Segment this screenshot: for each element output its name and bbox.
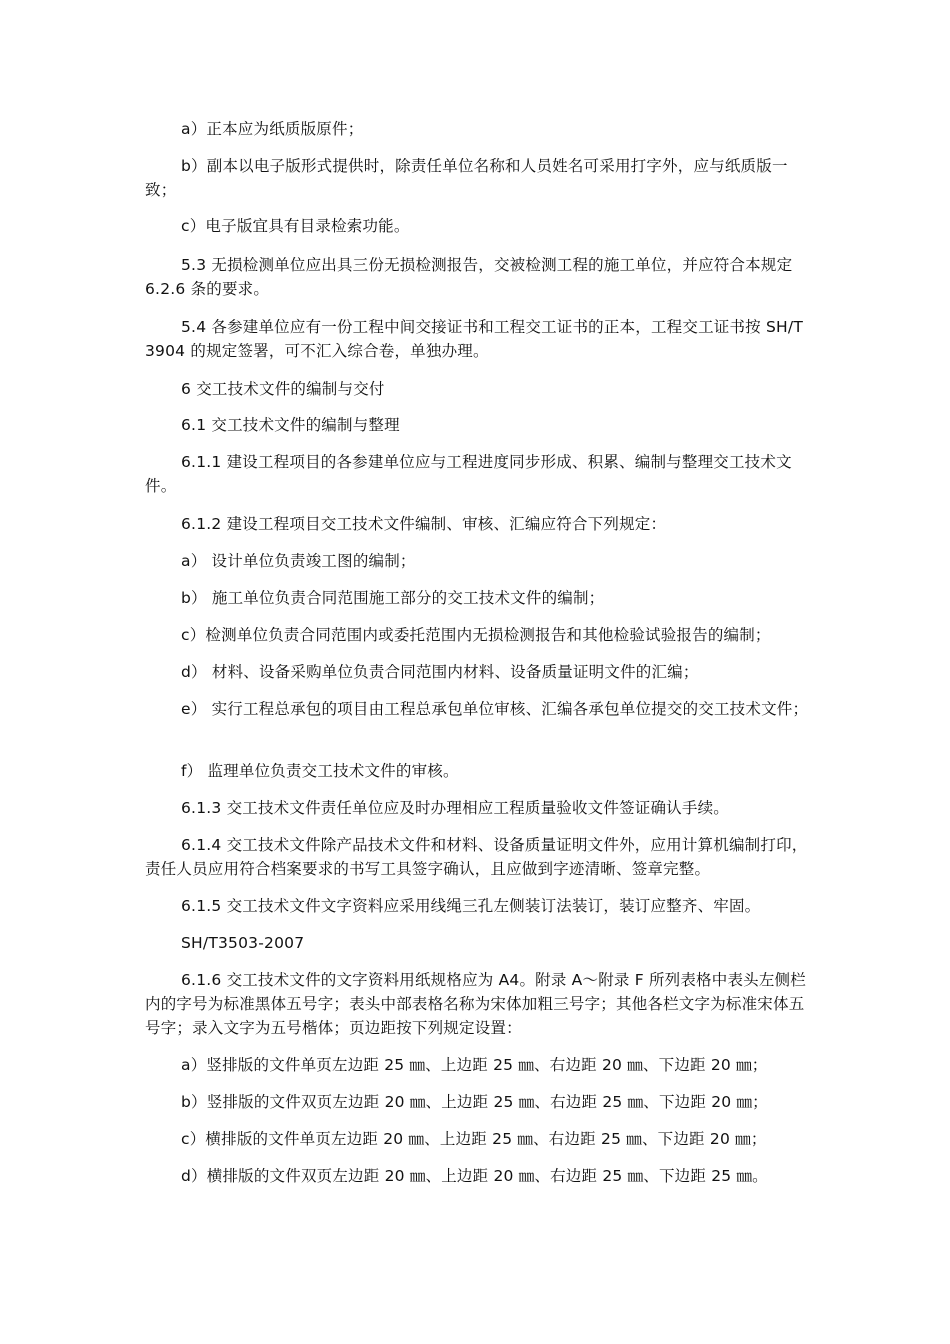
margin-rule-a: a）竖排版的文件单页左边距 25 ㎜、上边距 25 ㎜、右边距 20 ㎜、下边距 20 ㎜； [181,1056,768,1074]
clause-6-1-5: 6.1.5 交工技术文件文字资料应采用线绳三孔左侧装订法装订，装订应整齐、牢固。 [181,897,761,915]
margin-rule-b: b）竖排版的文件双页左边距 20 ㎜、上边距 25 ㎜、右边距 25 ㎜、下边距 20 ㎜； [181,1093,768,1111]
item-b-copy-electronic: b）副本以电子版形式提供时，除责任单位名称和人员姓名可采用打字外，应与纸质版一致； [145,157,788,199]
clause-5-4: 5.4 各参建单位应有一份工程中间交接证书和工程交工证书的正本，工程交工证书按 SH/T 3904 的规定签署，可不汇入综合卷，单独办理。 [145,318,803,360]
clause-6-1-2: 6.1.2 建设工程项目交工技术文件编制、审核、汇编应符合下列规定： [181,515,667,533]
item-c-electronic-search: c）电子版宜具有目录检索功能。 [181,217,410,235]
item-a-original: a）正本应为纸质版原件； [181,120,364,138]
item-e-general-contractor: e） 实行工程总承包的项目由工程总承包单位审核、汇编各承包单位提交的交工技术文件； [181,700,809,718]
margin-rule-c: c）横排版的文件单页左边距 20 ㎜、上边距 25 ㎜、右边距 25 ㎜、下边距 20 ㎜； [181,1130,767,1148]
item-d-procurement-unit: d） 材料、设备采购单位负责合同范围内材料、设备质量证明文件的汇编； [181,663,699,681]
item-b-construction-unit: b） 施工单位负责合同范围施工部分的交工技术文件的编制； [181,589,605,607]
clause-6-1-4: 6.1.4 交工技术文件除产品技术文件和材料、设备质量证明文件外，应用计算机编制打印，责任人员应用符合档案要求的书写工具签字确认，且应做到字迹清晰、签章完整。 [145,836,808,878]
section-6-heading: 6 交工技术文件的编制与交付 [181,380,385,398]
clause-6-1-3: 6.1.3 交工技术文件责任单位应及时办理相应工程质量验收文件签证确认手续。 [181,799,729,817]
standard-code: SH/T3503-2007 [181,934,305,952]
clause-5-3: 5.3 无损检测单位应出具三份无损检测报告，交被检测工程的施工单位，并应符合本规定 6.2.6 条的要求。 [145,256,793,298]
item-c-testing-unit: c）检测单位负责合同范围内或委托范围内无损检测报告和其他检验试验报告的编制； [181,626,771,644]
margin-rule-d: d）横排版的文件双页左边距 20 ㎜、上边距 20 ㎜、右边距 25 ㎜、下边距 25 ㎜。 [181,1167,768,1185]
item-f-supervision-unit: f） 监理单位负责交工技术文件的审核。 [181,762,459,780]
item-a-design-unit: a） 设计单位负责竣工图的编制； [181,552,416,570]
clause-6-1-6: 6.1.6 交工技术文件的文字资料用纸规格应为 A4。附录 A～附录 F 所列表格中表头左侧栏内的字号为标准黑体五号字；表头中部表格名称为宋体加粗三号字；其他各栏文字为标准宋体五号字；录入文字为五号楷体；页边距按下列规定设置： [145,971,806,1037]
clause-6-1-1: 6.1.1 建设工程项目的各参建单位应与工程进度同步形成、积累、编制与整理交工技术文件。 [145,453,792,495]
section-6-1-heading: 6.1 交工技术文件的编制与整理 [181,416,400,434]
